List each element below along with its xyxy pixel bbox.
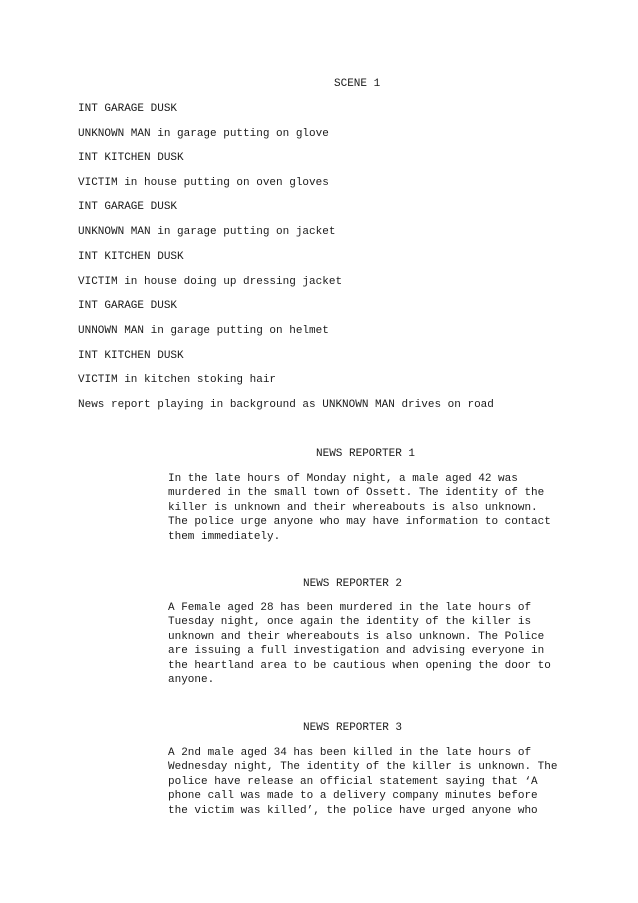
action-line: INT GARAGE DUSK	[78, 300, 178, 312]
action-line: News report playing in background as UNKNOWN MAN drives on road	[78, 399, 494, 411]
dialogue-line: killer is unknown and their whereabouts is also unknown.	[168, 501, 538, 514]
dialogue-line: A 2nd male aged 34 has been killed in the late hours of	[168, 747, 532, 759]
dialogue-line: police have release an official statement saying that ‘A	[168, 775, 538, 788]
dialogue-line: Tuesday night, once again the identity of the killer is	[168, 616, 532, 629]
dialogue-block	[168, 746, 560, 818]
action-line: VICTIM in kitchen stoking hair	[78, 374, 277, 386]
character-name: NEWS REPORTER 3	[303, 722, 403, 734]
scene-heading: SCENE 1	[334, 78, 381, 90]
action-line: INT KITCHEN DUSK	[78, 350, 184, 362]
dialogue-line: The police urge anyone who may have information to contact	[168, 516, 551, 529]
dialogue-line: the victim was killed’, the police have urged anyone who	[168, 804, 538, 817]
dialogue-line: Wednesday night, The identity of the killer is unknown. The	[168, 761, 558, 774]
action-line: UNKNOWN MAN in garage putting on jacket	[78, 226, 336, 238]
action-line: INT GARAGE DUSK	[78, 103, 178, 115]
dialogue-line: unknown and their whereabouts is also unknown. The Police	[168, 630, 545, 643]
dialogue-line: A Female aged 28 has been murdered in the late hours of	[168, 602, 532, 614]
action-line: UNNOWN MAN in garage putting on helmet	[78, 325, 329, 337]
character-name: NEWS REPORTER 1	[316, 448, 416, 460]
dialogue-line: them immediately.	[168, 530, 281, 543]
action-line: INT GARAGE DUSK	[78, 201, 178, 213]
dialogue-line: phone call was made to a delivery company minutes before	[168, 790, 538, 803]
dialogue-block	[168, 601, 560, 687]
action-line: INT KITCHEN DUSK	[78, 251, 184, 263]
dialogue-line: the heartland area to be cautious when opening the door to	[168, 659, 551, 672]
dialogue-line: are issuing a full investigation and advising everyone in	[168, 645, 545, 658]
dialogue-line: murdered in the small town of Ossett. The identity of the	[168, 487, 545, 500]
action-line: INT KITCHEN DUSK	[78, 152, 184, 164]
dialogue-block	[168, 472, 560, 544]
action-line: UNKNOWN MAN in garage putting on glove	[78, 128, 329, 140]
dialogue-line: anyone.	[168, 674, 215, 687]
action-line: VICTIM in house putting on oven gloves	[78, 177, 329, 189]
dialogue-line: In the late hours of Monday night, a male aged 42 was	[168, 473, 518, 485]
action-line: VICTIM in house doing up dressing jacket	[78, 276, 343, 288]
character-name: NEWS REPORTER 2	[303, 578, 403, 590]
